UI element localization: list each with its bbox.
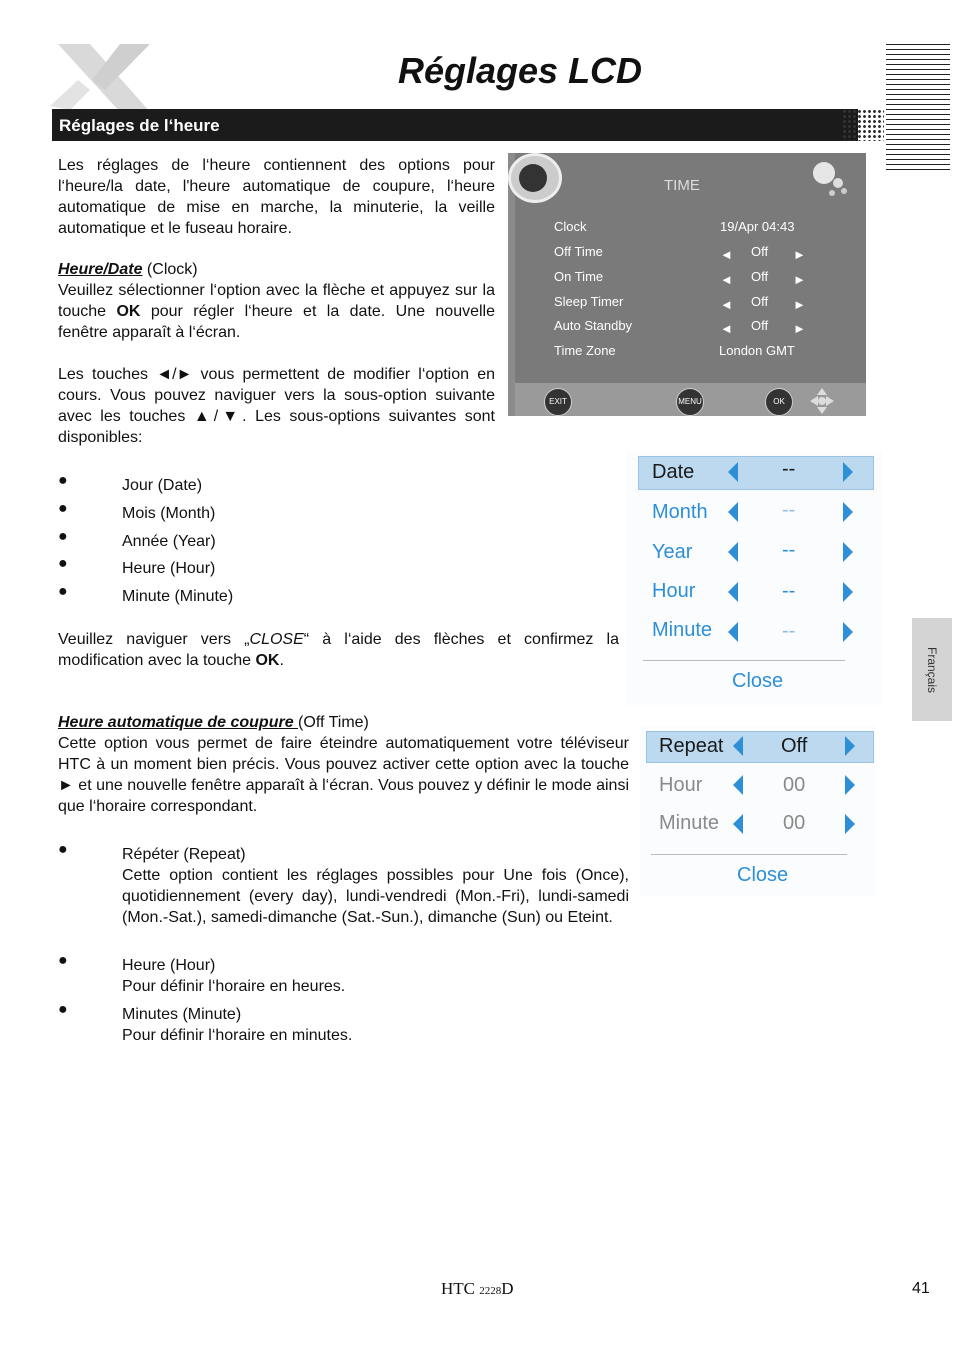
divider	[651, 854, 847, 855]
left-arrow-icon[interactable]	[728, 622, 738, 642]
ok-button[interactable]: OK	[765, 388, 793, 416]
divider	[643, 660, 845, 661]
left-arrow-icon[interactable]	[728, 582, 738, 602]
left-arrow-icon[interactable]	[728, 462, 738, 482]
menu-button[interactable]: MENU	[676, 388, 704, 416]
right-arrow-icon[interactable]: ►	[793, 272, 806, 287]
list-item-title: Répéter (Repeat)	[122, 846, 246, 863]
tv-row-label[interactable]: Time Zone	[554, 343, 616, 358]
tv-row-value: Off	[751, 269, 769, 284]
exit-button[interactable]: EXIT	[544, 388, 572, 416]
left-arrow-icon[interactable]: ◄	[720, 272, 733, 287]
offtime-row-value: 00	[783, 812, 806, 834]
list-item: Année (Year)	[122, 533, 216, 550]
list-item-desc: Pour définir l‘horaire en heures.	[122, 978, 346, 995]
list-item: Jour (Date)	[122, 477, 203, 494]
bullet-icon: ●	[58, 528, 68, 545]
date-row-label[interactable]: Minute	[652, 619, 713, 641]
bullet-icon: ●	[58, 472, 68, 489]
tv-row-label[interactable]: Auto Standby	[554, 318, 633, 333]
bullet-icon: ●	[58, 841, 68, 858]
clock-paragraph-2: Les touches ◄/► vous permettent de modifier l‘option en cours. Vous pouvez naviguer vers la sous-option suivante avec les touches ▲/▼. Les sous-options suivantes sont disponibles:	[58, 366, 495, 446]
section-header	[52, 109, 858, 141]
offtime-row-label[interactable]: Repeat	[659, 735, 724, 757]
offtime-row-value: 00	[783, 774, 806, 796]
direction-pad-icon[interactable]	[796, 387, 848, 415]
left-arrow-icon[interactable]: ◄	[720, 297, 733, 312]
list-item: Mois (Month)	[122, 505, 216, 522]
right-arrow-icon[interactable]	[843, 502, 853, 522]
tv-row-value: 19/Apr 04:43	[720, 219, 795, 234]
right-arrow-icon[interactable]	[845, 814, 855, 834]
right-arrow-icon[interactable]	[843, 582, 853, 602]
page-title: Réglages LCD	[398, 50, 643, 91]
list-item-title: Minutes (Minute)	[122, 1006, 242, 1023]
language-tab	[912, 618, 952, 721]
decorative-dots	[842, 109, 884, 141]
tv-row-label[interactable]: On Time	[554, 269, 604, 284]
date-row-value: --	[782, 499, 796, 521]
bubbles-icon	[810, 159, 850, 199]
date-row-value: --	[782, 458, 796, 480]
list-item-desc: Cette option contient les réglages possibles pour Une fois (Once), quotidiennement (every day), lundi-vendredi (Mon.-Fri), lundi-samedi (Mon.-Sat.), samedi-dimanche (Sat.-Sun.), dimanche (Sun) ou Eteint.	[122, 867, 629, 926]
clock-icon	[508, 153, 562, 203]
offtime-submenu	[640, 726, 876, 896]
tv-row-label[interactable]: Off Time	[554, 244, 603, 259]
left-arrow-icon[interactable]: ◄	[720, 247, 733, 262]
offtime-row-value: Off	[781, 735, 808, 757]
page-number: 41	[912, 1280, 930, 1297]
offtime-paragraph: Cette option vous permet de faire éteindre automatiquement votre téléviseur HTC à un moment bien précis. Vous pouvez activer cette option avec la touche ► et une nouvelle fenêtre apparaît à l‘écran. Vous pouvez y définir le mode ainsi que l‘horaire correspondant.	[58, 735, 629, 815]
footer-model: HTC 2228D	[441, 1279, 514, 1298]
date-submenu	[626, 452, 882, 705]
tv-row-label[interactable]: Clock	[554, 219, 587, 234]
tv-row-value: Off	[751, 294, 769, 309]
date-row-value: --	[782, 539, 796, 561]
list-item: Heure (Hour)	[122, 560, 216, 577]
right-arrow-icon[interactable]	[843, 542, 853, 562]
section-header-label: Réglages de l‘heure	[59, 116, 220, 135]
close-button[interactable]: Close	[737, 864, 789, 886]
right-arrow-icon[interactable]: ►	[793, 247, 806, 262]
bullet-icon: ●	[58, 555, 68, 572]
left-arrow-icon[interactable]: ◄	[720, 321, 733, 336]
list-item-title: Heure (Hour)	[122, 957, 216, 974]
offtime-row-label[interactable]: Hour	[659, 774, 703, 796]
tv-row-value: London GMT	[719, 343, 795, 358]
date-row-label[interactable]: Year	[652, 541, 693, 563]
left-arrow-icon[interactable]	[728, 502, 738, 522]
intro-paragraph: Les réglages de l‘heure contiennent des options pour l‘heure/la date, l'heure automatique de coupure, l‘heure automatique de mise en marche, la minuterie, la veille automatique et le fuseau horaire.	[58, 157, 495, 237]
right-arrow-icon[interactable]: ►	[793, 297, 806, 312]
list-item-desc: Pour définir l‘horaire en minutes.	[122, 1027, 353, 1044]
bullet-icon: ●	[58, 500, 68, 517]
clock-paragraph-3: Veuillez naviguer vers „CLOSE“ à l‘aide des flèches et confirmez la modification avec la touche OK.	[58, 631, 619, 669]
right-arrow-icon[interactable]	[845, 775, 855, 795]
offtime-row-label[interactable]: Minute	[659, 812, 720, 834]
date-row-label[interactable]: Date	[652, 461, 695, 483]
bullet-icon: ●	[58, 952, 68, 969]
clock-section-text	[58, 259, 495, 343]
close-button[interactable]: Close	[732, 670, 784, 692]
right-arrow-icon[interactable]	[845, 736, 855, 756]
language-tab-label: Français	[925, 646, 939, 693]
date-row-label[interactable]: Hour	[652, 580, 696, 602]
tv-row-label[interactable]: Sleep Timer	[554, 294, 624, 309]
tv-row-value: Off	[751, 244, 769, 259]
clock-heading: Heure/Date (Clock)	[58, 261, 198, 278]
tv-time-menu	[508, 153, 866, 416]
bullet-icon: ●	[58, 1001, 68, 1018]
brand-logo	[50, 40, 160, 112]
clock-paragraph-1: Veuillez sélectionner l‘option avec la flèche et appuyez sur la touche OK pour régler l‘heure et la date. Une nouvelle fenêtre apparaît à l‘écran.	[58, 282, 496, 341]
date-row-label[interactable]: Month	[652, 501, 708, 523]
date-row-value: --	[782, 620, 796, 642]
tv-menu-title: TIME	[664, 177, 700, 194]
left-arrow-icon[interactable]	[728, 542, 738, 562]
right-arrow-icon[interactable]: ►	[793, 321, 806, 336]
left-arrow-icon[interactable]	[733, 814, 743, 834]
right-arrow-icon[interactable]	[843, 622, 853, 642]
list-item: Minute (Minute)	[122, 588, 234, 605]
offtime-section-text	[58, 712, 629, 817]
decorative-stripes	[886, 44, 950, 174]
left-arrow-icon[interactable]	[733, 736, 743, 756]
offtime-heading: Heure automatique de coupure (Off Time)	[58, 714, 369, 731]
date-row-value: --	[782, 580, 796, 602]
right-arrow-icon[interactable]	[843, 462, 853, 482]
left-arrow-icon[interactable]	[733, 775, 743, 795]
tv-row-value: Off	[751, 318, 769, 333]
bullet-icon: ●	[58, 583, 68, 600]
